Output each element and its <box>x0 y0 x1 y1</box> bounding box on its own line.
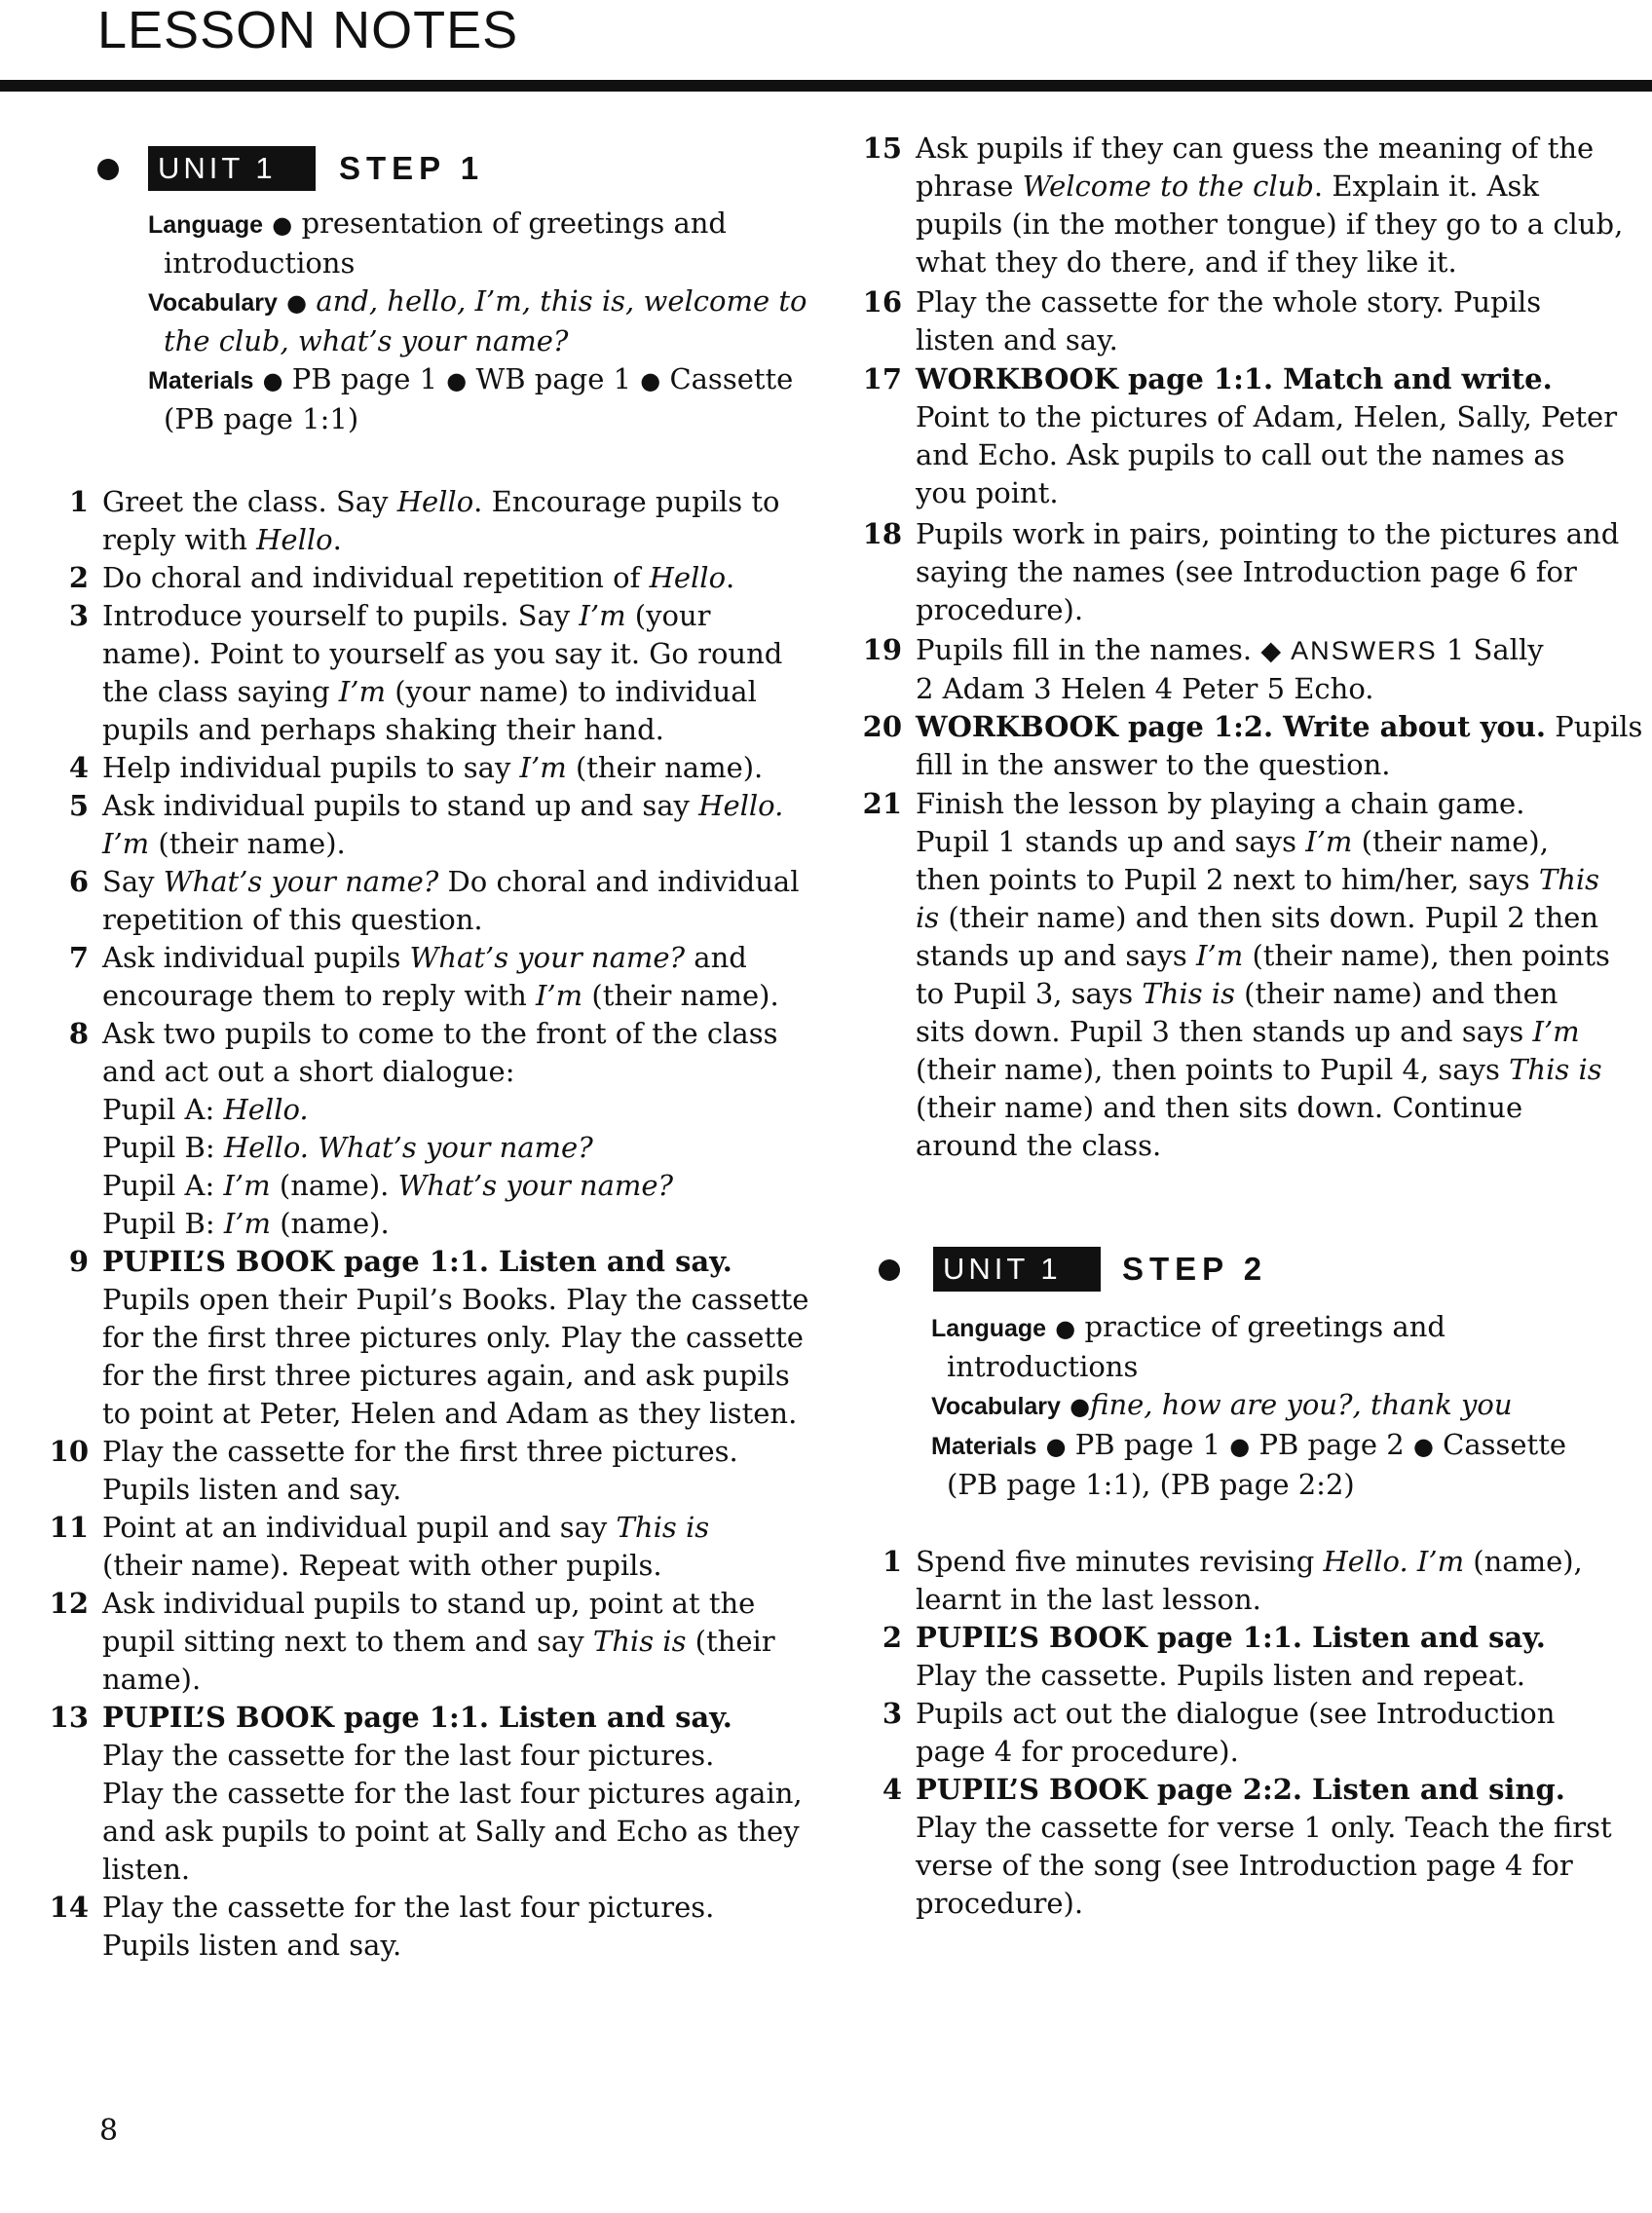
item-number: 15 <box>862 131 902 165</box>
item-number: 1 <box>882 1545 902 1578</box>
materials-item: WB page 1 <box>475 362 632 395</box>
vocabulary-text: and, hello, I’m, this is, welcome to <box>316 284 807 318</box>
answers-label: ◆ ANSWERS <box>1260 636 1438 665</box>
step-label: STEP 1 <box>339 150 485 186</box>
item-number: 9 <box>68 1245 89 1278</box>
item-number: 20 <box>862 710 902 743</box>
materials-item: Cassette <box>1443 1428 1567 1461</box>
bullet-icon <box>97 159 119 180</box>
materials-label: Materials <box>148 367 254 394</box>
language-text-cont: introductions <box>164 246 356 280</box>
page-title: LESSON NOTES <box>97 1 519 59</box>
materials-item-cont: (PB page 1:1) <box>164 402 359 435</box>
unit-badge: UNIT 1 <box>933 1247 1101 1292</box>
language-label: Language <box>148 211 264 239</box>
item-number: 4 <box>68 751 89 784</box>
step2-heading <box>879 1247 1385 1292</box>
language-text-cont: introductions <box>947 1350 1139 1383</box>
materials-item: Cassette <box>669 362 794 395</box>
item-number: 19 <box>862 633 902 666</box>
materials-item: PB page 2 <box>1258 1428 1405 1461</box>
item-number: 2 <box>882 1621 902 1654</box>
materials-item: PB page 1 <box>291 362 438 395</box>
item-number: 13 <box>49 1701 89 1734</box>
item-number: 5 <box>68 789 89 822</box>
unit-badge: UNIT 1 <box>148 146 316 191</box>
item-number: 10 <box>49 1435 89 1468</box>
step1-heading <box>97 146 604 191</box>
step-label: STEP 2 <box>1122 1251 1268 1287</box>
materials-item: PB page 1 <box>1074 1428 1221 1461</box>
item-number: 18 <box>862 517 902 550</box>
item-number: 3 <box>68 599 89 632</box>
item-number: 2 <box>68 561 89 594</box>
item-number: 7 <box>68 941 89 974</box>
step2-meta: Language ● practice of greetings and introductions Vocabulary ●fine, how are you?, thank you Materials ● PB page 1 ● PB page 2 ● Cassette (PB page 1:1), (PB page 2:2) <box>931 1308 1633 1504</box>
item-number: 3 <box>882 1697 902 1730</box>
materials-label: Materials <box>931 1433 1037 1460</box>
language-text: practice of greetings and <box>1084 1310 1446 1343</box>
language-text: presentation of greetings and <box>301 206 727 240</box>
item-number: 14 <box>49 1891 89 1924</box>
bullet-icon <box>879 1259 900 1281</box>
item-number: 17 <box>862 362 902 395</box>
item-number: 4 <box>882 1773 902 1806</box>
step1-meta: Language ● presentation of greetings and introductions Vocabulary ● and, hello, I’m, this is, welcome to the club, what’s your name? Materials ● PB page 1 ● WB page 1 ● Cassette (PB page 1:1) <box>148 205 849 438</box>
item-number: 1 <box>68 485 89 518</box>
item-number: 16 <box>862 285 902 319</box>
item-number: 12 <box>49 1587 89 1620</box>
vocabulary-label: Vocabulary <box>931 1393 1061 1420</box>
item-number: 8 <box>68 1017 89 1050</box>
vocabulary-label: Vocabulary <box>148 289 278 317</box>
page-number: 8 <box>99 2114 119 2148</box>
language-label: Language <box>931 1315 1047 1342</box>
item-number: 6 <box>68 865 89 898</box>
item-number: 21 <box>862 787 902 820</box>
vocabulary-text-cont: the club, what’s your name? <box>164 324 569 357</box>
materials-item-cont: (PB page 1:1), (PB page 2:2) <box>947 1468 1355 1501</box>
header-rule <box>0 80 1652 92</box>
vocabulary-text: fine, how are you?, thank you <box>1090 1388 1513 1421</box>
item-number: 11 <box>49 1511 89 1544</box>
